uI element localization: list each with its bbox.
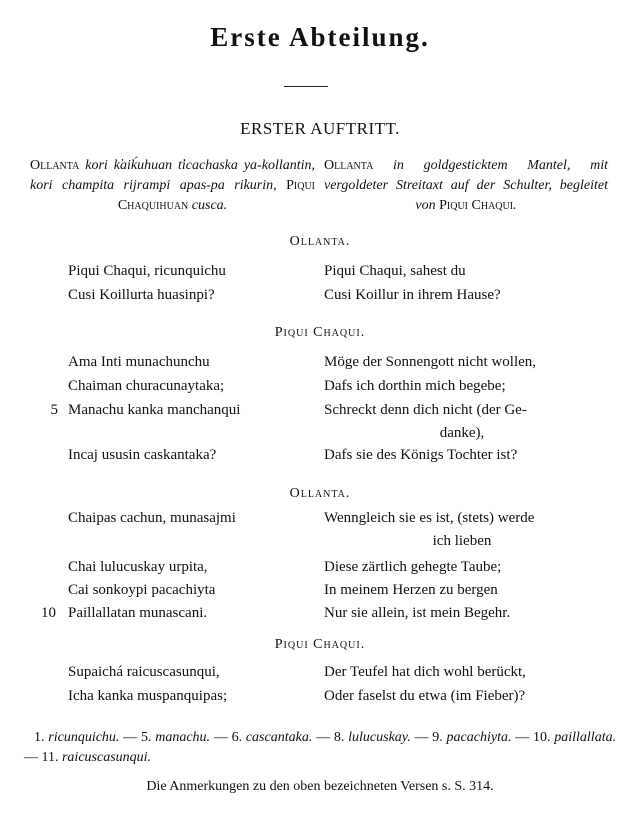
verse-german-continuation: ich lieben <box>432 533 492 549</box>
verse-german: Der Teufel hat dich wohl berückt, <box>324 664 526 680</box>
verse-quechua: Piqui Chaqui, ricunquichu <box>68 263 226 279</box>
stage-direction-quechua <box>30 156 315 216</box>
verse-quechua: Ama Inti munachunchu <box>68 354 210 370</box>
footnote-word: ricunquichu. <box>48 730 120 745</box>
footnote-number: 6. <box>231 730 243 745</box>
footnote-number: 10. <box>532 730 551 745</box>
footnote-word: paillallata. <box>554 730 617 745</box>
reference-note: Die Anmerkungen zu den oben bezeichneten Versen s. S. 314. <box>146 779 494 794</box>
verse-german: Oder faselst du etwa (im Fieber)? <box>324 688 526 704</box>
verse-german: Dafs ich dorthin mich begebe; <box>324 378 506 394</box>
title-divider <box>284 86 328 87</box>
stage-text: in goldgesticktem Mantel, mit vergoldeter Streitaxt auf der Schulter, begleitet von <box>324 158 608 213</box>
verse-german: Cusi Koillur in ihrem Hause? <box>324 287 501 303</box>
verse-quechua: Cusi Koillurta huasinpi? <box>68 287 215 303</box>
footnote-number: 5. <box>140 730 152 745</box>
footnote-word: lulucuskay. <box>348 730 411 745</box>
stage-name: Ollanta <box>324 158 374 173</box>
verse-quechua: Manachu kanka manchanqui <box>68 402 241 418</box>
stage-name: Piqui Chaquihuan <box>117 178 315 213</box>
footnote-word: raicuscasunqui. <box>61 750 152 765</box>
stage-text: cusca. <box>188 198 228 213</box>
verse-german: Wenngleich sie es ist, (stets) werde <box>324 510 535 526</box>
speaker-name: Piqui Chaqui. <box>274 325 366 340</box>
verse-quechua: Icha kanka muspanquipas; <box>68 688 228 704</box>
verse-german: Möge der Sonnengott nicht wollen, <box>324 354 537 370</box>
verse-german: In meinem Herzen zu bergen <box>324 582 498 598</box>
stage-text: kori k̕aiḱuhuan t̕icachaska ya-kollantin, kori champita rijrampi apas-pa ri̕kurin, <box>30 158 315 193</box>
verse-quechua: Chaipas cachun, munasajmi <box>68 510 236 526</box>
stage-text: . <box>513 198 517 213</box>
speaker-name: Piqui Chaqui. <box>274 637 366 652</box>
speaker-name: Ollanta. <box>289 234 351 249</box>
verse-quechua: Incaj ususin caskantaka? <box>68 447 217 463</box>
footnote-number: 9. <box>432 730 443 745</box>
verse-german: Piqui Chaqui, sahest du <box>324 263 466 279</box>
verse-german-continuation: danke), <box>439 425 485 441</box>
footnote-word: pacachiyta. <box>446 730 512 745</box>
section-title: Erste Abteilung. <box>210 22 430 52</box>
verse-quechua: Chaiman churacunaytaka; <box>68 378 225 394</box>
verse-quechua: Cai sonkoypi pacachiyta <box>68 582 216 598</box>
verse-number: 5 <box>50 402 58 418</box>
verse-quechua: Chai lulucuskay urpita, <box>68 559 208 575</box>
footnote-number: 11. <box>41 750 59 765</box>
scene-heading: ERSTER AUFTRITT. <box>240 119 400 138</box>
footnotes: 1. ricunquichu. — 5. manachu. — 6. cascantaka. — 8. lulucuskay. — 9. pacachiyta. — 10. paillallata. — 11. raicuscasunqui. <box>24 730 617 765</box>
verse-german: Dafs sie des Königs Tochter ist? <box>324 447 518 463</box>
verse-german: Nur sie allein, ist mein Begehr. <box>324 605 511 621</box>
stage-name: Piqui Chaqui <box>439 198 514 213</box>
verse-german: Diese zärtlich gehegte Taube; <box>324 559 502 575</box>
verse-german: Schreckt denn dich nicht (der Ge- <box>324 402 527 418</box>
footnote-number: 1. <box>34 730 45 745</box>
stage-direction-german <box>324 156 608 216</box>
verse-quechua: Supaichá raicuscasunqui, <box>68 664 220 680</box>
stage-name: Ollanta <box>30 158 80 173</box>
verse-quechua: Paillallatan munascani. <box>68 605 208 621</box>
footnote-word: cascantaka. <box>245 730 313 745</box>
footnote-number: 8. <box>333 730 345 745</box>
speaker-name: Ollanta. <box>289 486 351 501</box>
verse-number: 10 <box>41 605 56 621</box>
footnote-word: manachu. <box>155 730 211 745</box>
